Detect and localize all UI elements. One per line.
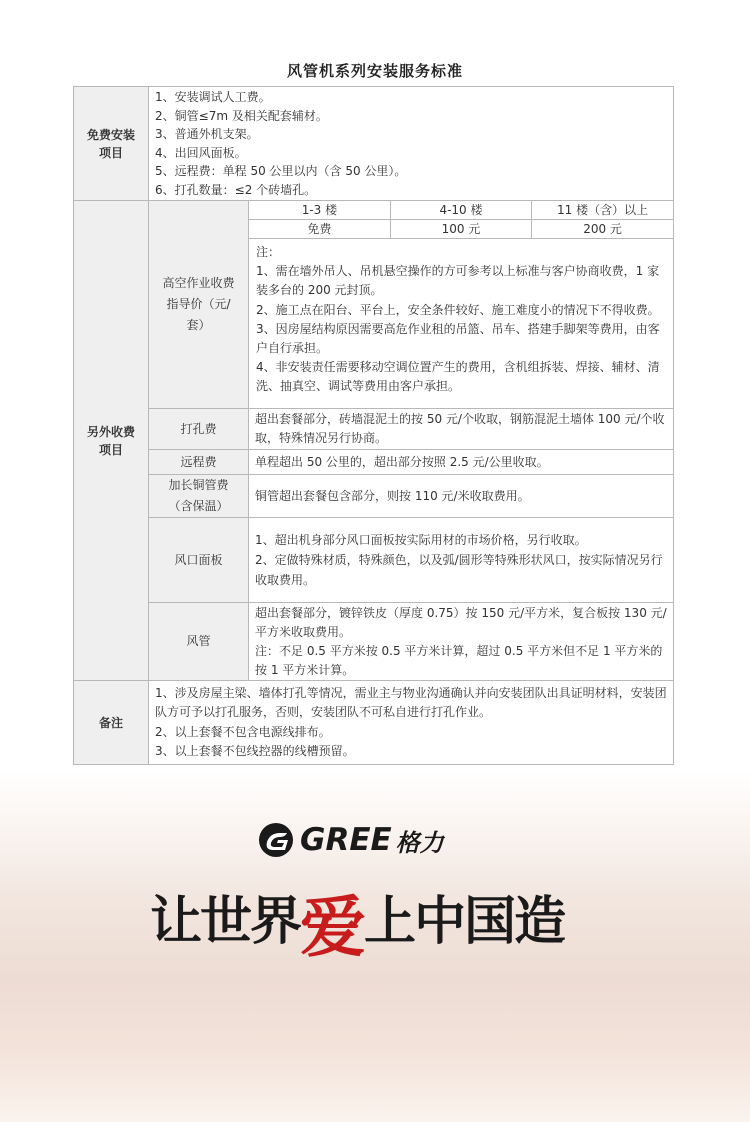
gree-swirl-icon [258,822,294,858]
free-item: 3、普通外机支架。 [155,127,259,141]
floor-cell: 1-3 楼 [249,201,390,220]
free-install-row [74,87,674,201]
free-install-items [149,87,674,201]
vent-text [249,518,674,603]
slogan-char: 中 [414,890,465,952]
slogan-char: 界 [250,890,301,952]
slogan-char: 让 [150,890,201,952]
free-item: 6、打孔数量：≤2 个砖墙孔。 [155,182,317,197]
service-standard-table [73,86,674,765]
free-item: 5、远程费：单程 50 公里以内（含 50 公里）。 [155,164,407,178]
price-cell: 200 元 [532,220,673,239]
note-line: 2、施工点在阳台、平台上，安全条件较好、施工难度小的情况下不得收费。 [256,302,660,317]
slogan-char: 国 [464,890,515,952]
vent-label: 风口面板 [149,518,249,603]
remarks-label: 备注 [74,681,149,765]
remark-line: 3、以上套餐不包线控器的线槽预留。 [155,744,355,758]
duct-label: 风管 [149,603,249,681]
drilling-label: 打孔费 [149,409,249,450]
free-install-label [74,87,149,201]
remarks-text [149,681,674,765]
duct-row [74,603,674,681]
drilling-row [74,409,674,450]
drilling-text: 超出套餐部分，砖墙混泥土的按 50 元/个收取，钢筋混泥土墙体 100 元/个收取，特殊情况另行协商。 [249,409,674,450]
slogan-char-accent: 爱 [300,887,365,966]
price-cell: 免费 [249,220,390,239]
gree-logo [258,822,498,858]
slogan-char: 上 [364,890,415,952]
slogan-char: 世 [200,890,251,952]
gree-wordmark: GREE [300,822,392,858]
remarks-row [74,681,674,765]
vent-line: 2、定做特殊材质，特殊颜色，以及弧/圆形等特殊形状风口，按实际情况另行收取费用。 [255,553,663,587]
remark-line: 1、涉及房屋主梁、墙体打孔等情况，需业主与物业沟通确认并向安装团队出具证明材料，安装团队方可予以打孔服务，否则，安装团队不可私自进行打孔作业。 [155,685,667,719]
vent-line: 1、超出机身部分风口面板按实际用材的市场价格，另行收取。 [255,533,587,547]
brand-slogan [150,880,610,966]
floor-cell: 11 楼（含）以上 [532,201,673,220]
high-altitude-content [249,201,674,409]
copper-label [149,475,249,518]
duct-line: 注：不足 0.5 平方米按 0.5 平方米计算，超过 0.5 平方米但不足 1 平方米的按 1 平方米计算。 [255,643,663,677]
distance-row [74,450,674,475]
note-line: 4、非安装责任需要移动空调位置产生的费用，含机组拆装、焊接、辅材、清洗、抽真空、调试等费用由客户承担。 [256,360,660,394]
free-item: 1、安装调试人工费。 [155,90,271,104]
free-item: 2、铜管≤7m 及相关配套辅材。 [155,108,328,123]
copper-text: 铜管超出套餐包含部分，则按 110 元/米收取费用。 [249,475,674,518]
slogan-char: 造 [514,890,565,952]
distance-text: 单程超出 50 公里的，超出部分按照 2.5 元/公里收取。 [249,450,674,475]
copper-row [74,475,674,518]
gree-chinese-mark: 格力 [395,827,444,857]
duct-line: 超出套餐部分，镀锌铁皮（厚度 0.75）按 150 元/平方米，复合板按 130 元/平方米收取费用。 [255,605,667,639]
extra-charge-label [74,201,149,681]
price-cell: 100 元 [390,220,531,239]
note-line: 3、因房屋结构原因需要高危作业租的吊篮、吊车、搭建手脚架等费用，由客户自行承担。 [256,321,660,356]
note-line: 1、需在墙外吊人、吊机悬空操作的方可参考以上标准与客户协商收费，1 家装多台的 200 元封顶。 [256,264,660,298]
vent-row [74,518,674,603]
page-title: 风管机系列安装服务标准 [286,62,463,80]
note-line: 注： [256,245,281,259]
high-altitude-row [74,201,674,409]
high-altitude-label-text: 高空作业收费指导价（元/套） [162,276,235,332]
duct-text [249,603,674,681]
free-item: 4、出回风面板。 [155,145,247,160]
free-install-label-text: 免费安装项目 [86,127,135,160]
distance-label: 远程费 [149,450,249,475]
floor-cell: 4-10 楼 [390,201,531,220]
copper-label-text: 加长铜管费（含保温） [168,478,229,513]
high-altitude-label [149,201,249,409]
high-altitude-notes [249,239,673,400]
extra-charge-label-text: 另外收费项目 [86,424,135,457]
floor-price-table [249,201,673,239]
remark-line: 2、以上套餐不包含电源线排布。 [155,724,331,739]
